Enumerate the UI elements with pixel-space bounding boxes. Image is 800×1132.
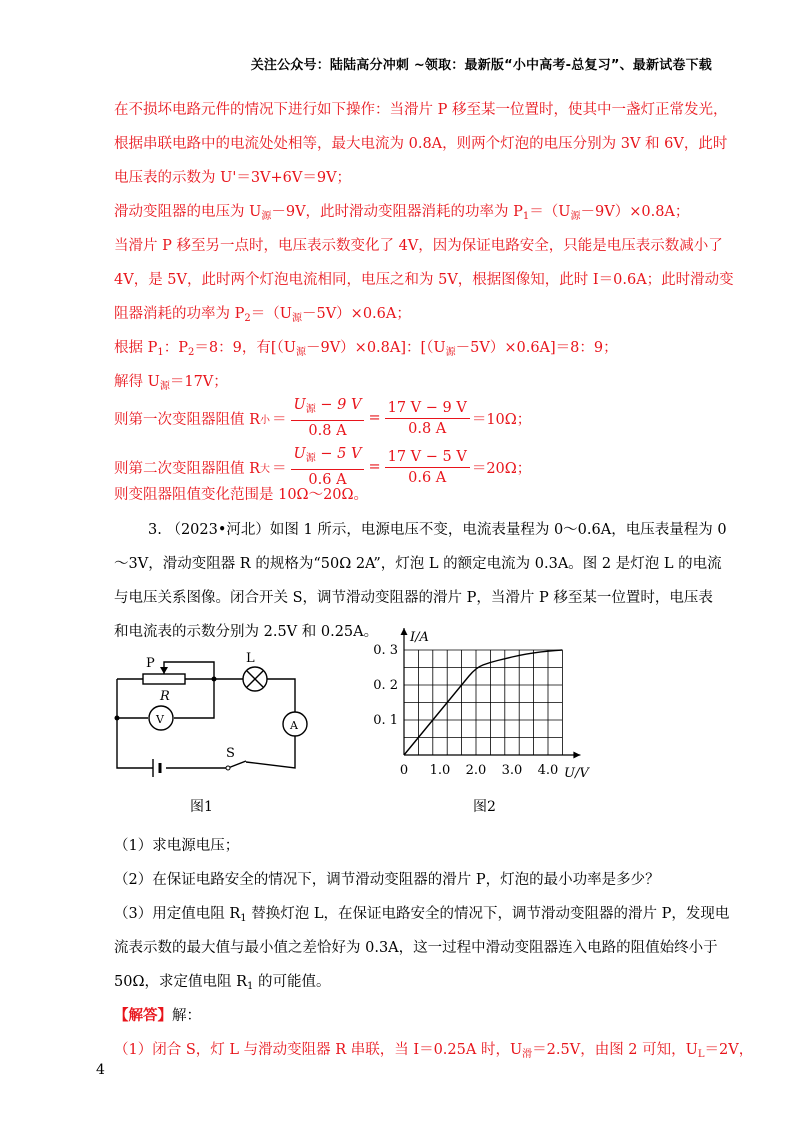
label-v: V (156, 713, 164, 726)
question-2: （2）在保证电路安全的情况下，调节滑动变阻器的滑片 P，灯泡的最小功率是多少？ (114, 872, 660, 888)
answer-heading: 【解答】解： (114, 1007, 201, 1024)
rheostat-r (143, 674, 185, 684)
slider-wire (164, 662, 214, 679)
solution-line: 根据串联电路中的电流处处相等，最大电流为 0.8A，则两个灯泡的电压分别为 3V 和 6V，此时 (114, 136, 728, 152)
y-axis-label: I/A (410, 630, 429, 645)
page-header: 关注公众号：陆陆高分冲刺 ~领取：最新版“小中高考-总复习”、最新试卷下载 (250, 58, 712, 73)
x-tick-label: 1.0 (429, 763, 451, 778)
figure2-caption: 图2 (473, 799, 496, 815)
answer-line: （1）闭合 S，灯 L 与滑动变阻器 R 串联，当 I＝0.25A 时，$U_滑=2.5V$，由图 2 可知，$U_L=2V$， (114, 1042, 754, 1060)
fraction: $\frac{17 V - 5 V}{0.6 A}$ (385, 448, 470, 487)
problem-text: 与电压关系图像。闭合开关 S，调节滑动变阻器的滑片 P，当滑片 P 移至某一位置时，电压表 (114, 590, 713, 606)
x-tick-label: 2.0 (465, 763, 487, 778)
question-3-cont: 50Ω，求定值电阻 $R_1$ 的可能值。 (114, 974, 331, 992)
question-3-cont: 流表示数的最大值与最小值之差恰好为 0.3A，这一过程中滑动变阻器连入电路的阻值始终小于 (114, 940, 718, 956)
solution-line: 阻器消耗的功率为 $P_2=(U_源-5V)\times 0.6A$； (114, 306, 411, 324)
iu-chart (370, 625, 610, 790)
junction-dot (115, 716, 120, 721)
junction-dot (212, 677, 217, 682)
switch-s (228, 761, 246, 768)
x-tick-label: 4.0 (537, 763, 559, 778)
fraction: $\frac{17 V - 9 V}{0.8 A}$ (385, 399, 470, 438)
solution-line: 解得 $U_源=17V$； (114, 374, 228, 392)
question-1: （1）求电源电压； (114, 838, 240, 854)
solution-line: 4V，是 5V，此时两个灯泡电流相同，电压之和为 5V，根据图像知，此时 I＝0.6A；此时滑动变 (114, 272, 734, 288)
x-axis-arrow-icon (573, 752, 580, 759)
label-r: R (160, 689, 170, 704)
solution-line: 当滑片 P 移至另一点时，电压表示数变化了 4V，因为保证电路安全，只能是电压表示数减小了 (114, 238, 723, 254)
question-3: （3）用定值电阻 $R_1$ 替换灯泡 L，在保证电路安全的情况下，调节滑动变阻器的滑片 P，发现电 (114, 906, 730, 924)
switch-contact (226, 766, 230, 770)
x-tick-label: 3.0 (501, 763, 523, 778)
y-tick-label: 0. 3 (373, 643, 398, 658)
y-axis-arrow-icon (401, 628, 408, 635)
page-number: 4 (96, 1062, 105, 1078)
label-s: S (226, 746, 235, 761)
circuit-diagram (100, 640, 320, 790)
label-l: L (246, 651, 255, 666)
solution-line: 在不损坏电路元件的情况下进行如下操作：当滑片 P 移至某一位置时，使其中一盏灯正常发光， (114, 102, 728, 118)
problem-text: ～3V，滑动变阻器 R 的规格为“50Ω 2A”，灯泡 L 的额定电流为 0.3A。图 2 是灯泡 L 的电流 (114, 556, 722, 572)
fraction: $\frac{U_源 - 5 V}{0.6 A}$ (291, 445, 365, 489)
slider-arrow-icon (160, 667, 168, 674)
resistance-small-equation: 则第一次变阻器阻值 R 小 ＝ $\frac{U_源 - 9 V}{0.8 A}$ = $\frac{17 V - 9 V}{0.8 A}$ ＝10Ω； (114, 397, 532, 439)
x-axis-label: U/V (564, 766, 589, 781)
y-tick-label: 0. 2 (373, 678, 398, 693)
fraction: $\frac{U_源 - 9 V}{0.8 A}$ (291, 396, 365, 440)
solution-line: 电压表的示数为 U'＝3V+6V＝9V； (114, 170, 352, 186)
figure1-caption: 图1 (190, 799, 213, 815)
chart-ticks (373, 643, 558, 778)
resistance-large-equation: 则第二次变阻器阻值 R 大 ＝ $\frac{U_源 - 5 V}{0.6 A}$ = $\frac{17 V - 5 V}{0.6 A}$ ＝20Ω； (114, 446, 532, 488)
chart-grid (404, 650, 562, 755)
label-a: A (290, 719, 298, 732)
x-tick-label: 0 (399, 763, 409, 778)
solution-line: 滑动变阻器的电压为 $U_源-9V$，此时滑动变阻器消耗的功率为 $P_1=(U_源-9V)\times 0.8A$； (114, 204, 690, 222)
solution-line: 则变阻器阻值变化范围是 10Ω～20Ω。 (114, 487, 369, 503)
wire (246, 736, 295, 768)
problem-text: 3. （2023•河北）如图 1 所示，电源电压不变，电流表量程为 0～0.6A，电压表量程为 0 (148, 522, 727, 538)
wire (267, 679, 295, 712)
solution-line: 根据 $P_1$：$P_2=8$：9，有$[(U_源-9V)\times 0.8A]$：$[(U_源-5V)\times 0.6A]=8$：9； (114, 340, 618, 358)
y-tick-label: 0. 1 (373, 713, 398, 728)
label-p: P (146, 656, 155, 671)
wire (117, 679, 153, 768)
wire (174, 679, 243, 718)
problem-text: 和电流表的示数分别为 2.5V 和 0.25A。 (114, 624, 379, 640)
